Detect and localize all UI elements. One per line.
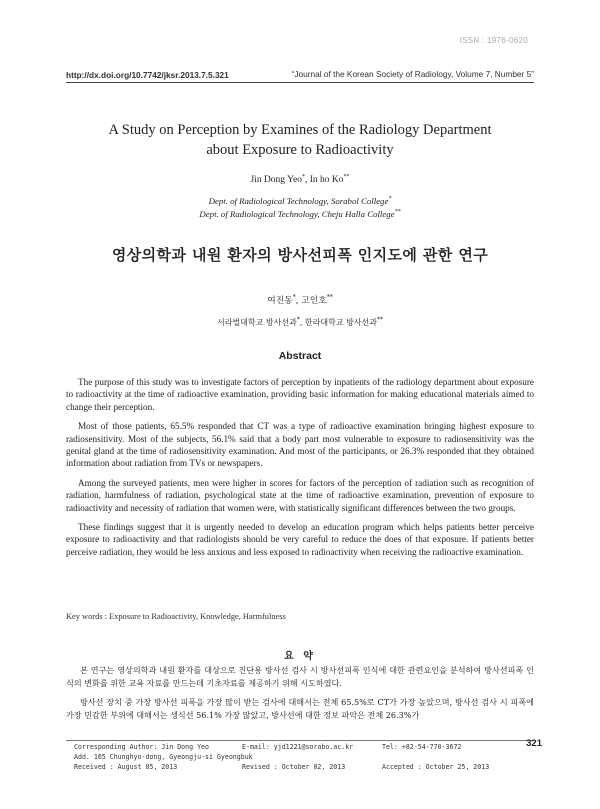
korean-author-2-mark: ** xyxy=(326,294,333,302)
author-address: Add. 165 Chunghyo-dong, Gyeongju-si Gyeongbuk xyxy=(74,753,253,761)
paper-title xyxy=(40,120,560,160)
abstract-body xyxy=(66,376,534,565)
title-line-2: about Exposure to Radioactivity xyxy=(206,142,394,158)
korean-abstract-paragraph-1: 본 연구는 영상의학과 내원 환자를 대상으로 진단용 방사선 검사 시 방사선피폭 인식에 대한 관련요인을 분석하여 방사선피폭 인식의 변화를 위한 교육 자료를 만드는데 기초자료를 제공하기 위해 시도하였다. xyxy=(66,665,534,688)
received-date: Received : August 05, 2013 xyxy=(74,763,178,771)
author-1: Jin Dong Yeo xyxy=(250,175,302,185)
korean-title: 영상의학과 내원 환자의 방사선피폭 인지도에 관한 연구 xyxy=(111,246,489,264)
affiliation-2-text: Dept. of Radiological Technology, Cheju Halla College xyxy=(199,209,395,219)
author-list xyxy=(0,175,600,185)
footer-row-2 xyxy=(66,751,534,761)
korean-author-2: 고인호 xyxy=(301,296,327,306)
page-number: 321 xyxy=(526,738,542,749)
korean-affiliation-1-mark: * xyxy=(296,316,300,324)
abstract-paragraph-3: Among the surveyed patients, men were higher in scores for factors of the perception of radiation such as recognition of radiation, harmfulness of radiation, psychological state at the time of radioactive examination, prevention of exposure to radioactivity and necessity of radiation that women were, with statistically significant differences between the two groups. xyxy=(66,477,534,513)
korean-author-1: 여진동 xyxy=(267,296,293,306)
doi-link[interactable]: http://dx.doi.org/10.7742/jksr.2013.7.5.321 xyxy=(66,70,229,80)
korean-affiliations: 서라벌대학교 방사선과*, 한라대학교 방사선과** xyxy=(216,316,384,327)
korean-abstract-paragraph-2: 방사선 장치 중 가장 방사선 피폭을 가장 많이 받는 검사에 대해서는 전체 65.5%로 CT가 가장 높았으며, 방사선 검사 시 피폭에 가장 민감한 부위에 대해서는 생식선 56.1% 가장 많았고, 방사선에 대한 정보 파악은 전체 26.3%가 xyxy=(66,697,534,720)
footer-row-1 xyxy=(66,741,534,751)
author-email[interactable]: E-mail: yjd1221@sorabo.ac.kr xyxy=(242,743,354,751)
keywords: Key words : Exposure to Radioactivity, Knowledge, Harmfulness xyxy=(66,612,286,621)
affiliation-1-mark: * xyxy=(388,196,392,203)
affiliation-1 xyxy=(0,196,600,206)
journal-name: “Journal of the Korean Society of Radiology, Volume 7, Number 5” xyxy=(291,69,534,79)
corresponding-author: Corresponding Author: Jin Dong Yeo xyxy=(74,743,209,751)
korean-author-1-mark: * xyxy=(292,294,296,302)
korean-abstract-heading: 요 약 xyxy=(284,651,316,662)
korean-affiliation-2-mark: ** xyxy=(377,316,384,324)
footer-info xyxy=(66,740,534,771)
abstract-heading: Abstract xyxy=(278,350,322,362)
header-rule xyxy=(66,82,534,83)
korean-abstract-body xyxy=(66,664,534,728)
korean-author-list: 여진동*, 고인호** xyxy=(267,294,333,306)
accepted-date: Accepted : October 25, 2013 xyxy=(382,763,490,771)
revised-date: Revised : October 02, 2013 xyxy=(242,763,346,771)
author-2-mark: ** xyxy=(343,173,350,180)
author-separator: , xyxy=(304,175,310,185)
abstract-paragraph-1: The purpose of this study was to investigate factors of perception by inpatients of the radiology department about exposure to radioactivity at the time of radioactive examination, providing basic information for making educational materials aimed to change their perception. xyxy=(66,377,534,412)
affiliation-1-text: Dept. of Radiological Technology, Sorabol College xyxy=(208,196,389,206)
abstract-paragraph-4: These findings suggest that it is urgently needed to develop an education program which helps patients better perceive exposure to radioactivity and that radiologists should be very careful to reduce the does of that exposure. If patients better perceive radiation, they would be less anxious and less exposed to radioactivity when receiving the radioactive examination. xyxy=(66,522,534,557)
author-2: In ho Ko xyxy=(309,175,344,185)
korean-affiliation-1: 서라벌대학교 방사선과 xyxy=(216,318,297,327)
author-1-mark: * xyxy=(301,173,305,180)
korean-affiliation-2: 한라대학교 방사선과 xyxy=(304,318,378,327)
title-line-1: A Study on Perception by Examines of the Radiology Department xyxy=(108,122,492,138)
affiliation-2-mark: ** xyxy=(394,209,401,216)
abstract-paragraph-2: Most of those patients, 65.5% responded that CT was a type of radioactive examination bringing highest exposure to radiosensitivity. Most of the subjects, 56.1% said that a body part most vulnerable to exposure to radiosensitivity was the genital gland at the time of radiosensitivity examination. And most of the participants, or 26.3% responded that they obtained information about radiation from TVs or newspapers. xyxy=(66,421,534,469)
author-tel: Tel: +82-54-770-3672 xyxy=(382,743,462,751)
footer-row-3 xyxy=(66,761,534,771)
affiliation-2 xyxy=(0,209,600,219)
issn-label: ISSN : 1976-0620 xyxy=(459,36,528,45)
